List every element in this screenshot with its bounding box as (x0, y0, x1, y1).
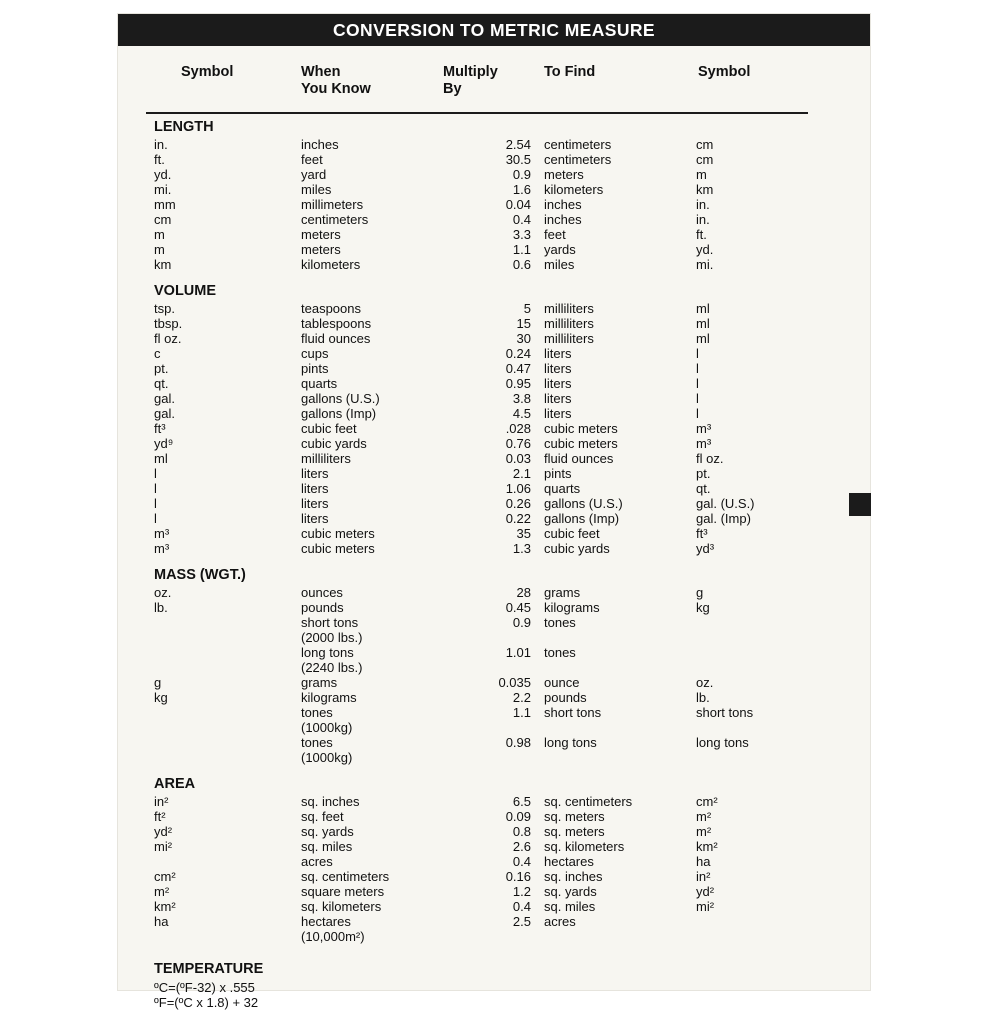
table-row (146, 511, 846, 526)
cell-multiply-by: 0.47 (505, 361, 531, 376)
cell-to-find: fluid ounces (544, 451, 614, 466)
cell-when-you-know: centimeters (301, 212, 369, 227)
cell-multiply-by: 35 (516, 526, 531, 541)
cell-symbol-result: mi. (696, 257, 714, 272)
cell-symbol: tbsp. (154, 316, 183, 331)
cell-when-you-know: acres (301, 854, 333, 869)
cell-to-find: pints (544, 466, 572, 481)
cell-when-you-know: liters (301, 466, 329, 481)
cell-multiply-by: 0.24 (505, 346, 531, 361)
cell-symbol-result: oz. (696, 675, 714, 690)
cell-symbol: kg (154, 690, 168, 705)
cell-to-find: cubic meters (544, 436, 618, 451)
cell-multiply-by: 2.54 (505, 137, 531, 152)
cell-symbol-result: pt. (696, 466, 711, 481)
conversion-group (146, 118, 846, 272)
cell-when-you-know: milliliters (301, 451, 351, 466)
cell-multiply-by: 1.1 (512, 705, 531, 720)
cell-when-you-know: ounces (301, 585, 343, 600)
cell-when-you-know: sq. kilometers (301, 899, 382, 914)
cell-symbol-result: kg (696, 600, 710, 615)
cell-symbol: m³ (154, 526, 170, 541)
cell-symbol-result: ha (696, 854, 711, 869)
cell-symbol: tsp. (154, 301, 175, 316)
group-title: LENGTH (154, 119, 214, 135)
cell-to-find: sq. meters (544, 824, 605, 839)
table-row (146, 152, 846, 167)
cell-symbol: in² (154, 794, 169, 809)
cell-symbol: yd. (154, 167, 172, 182)
table-row (146, 316, 846, 331)
cell-symbol: cm² (154, 869, 176, 884)
cell-multiply-by: 0.22 (505, 511, 531, 526)
table-row (146, 167, 846, 182)
table-row (146, 496, 846, 511)
cell-symbol: mi. (154, 182, 172, 197)
table-row (146, 421, 846, 436)
cell-when-you-know: long tons (301, 645, 354, 660)
cell-when-you-know: meters (301, 227, 341, 242)
cell-multiply-by: 2.1 (512, 466, 531, 481)
cell-symbol-result: ml (696, 331, 710, 346)
cell-multiply-by: 0.4 (512, 899, 531, 914)
cell-when-you-know: sq. yards (301, 824, 354, 839)
table-row (146, 809, 846, 824)
cell-symbol: yd² (154, 824, 173, 839)
cell-to-find: liters (544, 346, 572, 361)
cell-symbol: m³ (154, 541, 170, 556)
table-row (146, 839, 846, 854)
table-row (146, 735, 846, 750)
table-row (146, 660, 846, 675)
cell-when-you-know: tones (301, 705, 333, 720)
table-row (146, 929, 846, 944)
cell-multiply-by: 1.3 (512, 541, 531, 556)
cell-to-find: tones (544, 645, 576, 660)
table-row (146, 914, 846, 929)
table-row (146, 197, 846, 212)
cell-when-you-know: cups (301, 346, 329, 361)
cell-to-find: milliliters (544, 301, 594, 316)
table-row (146, 346, 846, 361)
cell-symbol-result: in. (696, 212, 710, 227)
table-row (146, 451, 846, 466)
cell-multiply-by: 0.16 (505, 869, 531, 884)
cell-when-you-know: pounds (301, 600, 344, 615)
cell-when-you-know: cubic meters (301, 526, 375, 541)
cell-symbol-result: ft³ (696, 526, 708, 541)
cell-symbol: m (154, 242, 165, 257)
cell-multiply-by: 0.04 (505, 197, 531, 212)
cell-symbol: l (154, 466, 157, 481)
cell-symbol-result: g (696, 585, 704, 600)
cell-when-you-know: (1000kg) (301, 750, 353, 765)
cell-multiply-by: 0.09 (505, 809, 531, 824)
table-row (146, 481, 846, 496)
cell-symbol-result: yd. (696, 242, 714, 257)
cell-when-you-know: tones (301, 735, 333, 750)
cell-when-you-know: sq. feet (301, 809, 344, 824)
cell-multiply-by: 0.76 (505, 436, 531, 451)
table-row (146, 466, 846, 481)
cell-symbol-result: m² (696, 824, 712, 839)
cell-to-find: pounds (544, 690, 587, 705)
cell-when-you-know: liters (301, 511, 329, 526)
cell-multiply-by: 2.2 (512, 690, 531, 705)
cell-symbol: ft² (154, 809, 166, 824)
table-row (146, 750, 846, 765)
cell-when-you-know: gallons (U.S.) (301, 391, 380, 406)
table-row (146, 361, 846, 376)
cell-symbol: l (154, 496, 157, 511)
cell-to-find: meters (544, 167, 584, 182)
cell-symbol: ft³ (154, 421, 166, 436)
conversion-group (146, 775, 846, 944)
cell-symbol-result: cm² (696, 794, 718, 809)
cell-multiply-by: 2.5 (512, 914, 531, 929)
table-row (146, 436, 846, 451)
page-title: CONVERSION TO METRIC MEASURE (332, 19, 655, 40)
table-row (146, 899, 846, 914)
cell-when-you-know: hectares (301, 914, 351, 929)
cell-multiply-by: 0.45 (505, 600, 531, 615)
cell-multiply-by: 5 (523, 301, 531, 316)
cell-to-find: sq. meters (544, 809, 605, 824)
cell-symbol-result: km (696, 182, 714, 197)
table-row (146, 854, 846, 869)
cell-multiply-by: 0.26 (505, 496, 531, 511)
cell-to-find: tones (544, 615, 576, 630)
cell-multiply-by: 1.2 (512, 884, 531, 899)
cell-to-find: ounce (544, 675, 580, 690)
cell-symbol-result: m (696, 167, 707, 182)
column-header-multiply-line1: Multiply (443, 64, 498, 80)
cell-symbol-result: l (696, 376, 699, 391)
cell-when-you-know: square meters (301, 884, 385, 899)
cell-symbol: lb. (154, 600, 168, 615)
table-row (146, 824, 846, 839)
table-row (146, 675, 846, 690)
cell-symbol: ha (154, 914, 169, 929)
cell-to-find: grams (544, 585, 581, 600)
cell-multiply-by: 28 (516, 585, 531, 600)
cell-multiply-by: 3.8 (512, 391, 531, 406)
cell-symbol-result: fl oz. (696, 451, 724, 466)
group-title: AREA (154, 776, 196, 792)
cell-multiply-by: 0.95 (505, 376, 531, 391)
table-row (146, 600, 846, 615)
cell-to-find: feet (544, 227, 566, 242)
cell-to-find: liters (544, 376, 572, 391)
column-headers (146, 52, 840, 112)
conversion-group (146, 282, 846, 556)
cell-symbol-result: ml (696, 301, 710, 316)
cell-multiply-by: .028 (505, 421, 531, 436)
cell-to-find: gallons (Imp) (544, 511, 620, 526)
cell-multiply-by: 1.6 (512, 182, 531, 197)
table-row (146, 376, 846, 391)
cell-symbol-result: l (696, 391, 699, 406)
cell-multiply-by: 1.01 (505, 645, 531, 660)
cell-symbol-result: in. (696, 197, 710, 212)
table-row (146, 794, 846, 809)
cell-symbol-result: m³ (696, 421, 712, 436)
table-row (146, 331, 846, 346)
header-divider (146, 112, 808, 114)
cell-symbol: pt. (154, 361, 169, 376)
cell-symbol: km² (154, 899, 176, 914)
cell-symbol-result: gal. (Imp) (696, 511, 751, 526)
cell-multiply-by: 0.4 (512, 212, 531, 227)
table-row (146, 526, 846, 541)
cell-symbol: fl oz. (154, 331, 182, 346)
group-title: MASS (WGT.) (154, 567, 246, 583)
cell-to-find: inches (544, 197, 582, 212)
table-row (146, 137, 846, 152)
cell-when-you-know: millimeters (301, 197, 364, 212)
cell-when-you-know: sq. miles (301, 839, 353, 854)
cell-to-find: inches (544, 212, 582, 227)
cell-symbol: gal. (154, 391, 175, 406)
cell-multiply-by: 0.9 (512, 615, 531, 630)
cell-when-you-know: miles (301, 182, 332, 197)
table-row (146, 227, 846, 242)
cell-symbol: g (154, 675, 162, 690)
cell-to-find: hectares (544, 854, 594, 869)
table-row (146, 406, 846, 421)
cell-to-find: centimeters (544, 152, 612, 167)
table-row (146, 690, 846, 705)
cell-when-you-know: (2000 lbs.) (301, 630, 363, 645)
cell-symbol-result: gal. (U.S.) (696, 496, 755, 511)
cell-to-find: gallons (U.S.) (544, 496, 623, 511)
column-header-symbol2: Symbol (698, 64, 751, 80)
cell-when-you-know: cubic meters (301, 541, 375, 556)
cell-to-find: liters (544, 406, 572, 421)
cell-symbol-result: ft. (696, 227, 707, 242)
table-row (146, 212, 846, 227)
cell-to-find: cubic feet (544, 526, 600, 541)
cell-symbol-result: l (696, 346, 699, 361)
cell-to-find: milliliters (544, 316, 594, 331)
cell-symbol-result: yd² (696, 884, 715, 899)
cell-when-you-know: (10,000m²) (301, 929, 365, 944)
page-edge-marker (849, 493, 871, 516)
table-row (146, 257, 846, 272)
cell-when-you-know: sq. inches (301, 794, 360, 809)
cell-multiply-by: 0.6 (512, 257, 531, 272)
cell-symbol: m (154, 227, 165, 242)
cell-symbol-result: l (696, 406, 699, 421)
cell-to-find: cubic yards (544, 541, 610, 556)
cell-symbol-result: long tons (696, 735, 749, 750)
table-row (146, 615, 846, 630)
temperature-group (146, 960, 846, 1010)
cell-when-you-know: tablespoons (301, 316, 372, 331)
conversion-table (146, 118, 846, 1020)
cell-to-find: milliliters (544, 331, 594, 346)
cell-to-find: kilometers (544, 182, 604, 197)
cell-when-you-know: meters (301, 242, 341, 257)
cell-symbol-result: l (696, 361, 699, 376)
cell-multiply-by: 0.035 (498, 675, 531, 690)
column-header-to-find: To Find (544, 64, 596, 80)
cell-when-you-know: cubic yards (301, 436, 367, 451)
column-header-multiply-line2: By (443, 81, 462, 97)
cell-symbol: mm (154, 197, 176, 212)
column-header-when-line2: You Know (301, 81, 371, 97)
table-row (146, 242, 846, 257)
table-row (146, 720, 846, 735)
cell-to-find: miles (544, 257, 575, 272)
cell-when-you-know: (2240 lbs.) (301, 660, 363, 675)
cell-symbol: yd⁹ (154, 436, 174, 451)
cell-to-find: long tons (544, 735, 597, 750)
cell-symbol: l (154, 481, 157, 496)
cell-symbol-result: lb. (696, 690, 710, 705)
cell-symbol: cm (154, 212, 172, 227)
temperature-formula-celsius: ºC=(ºF-32) x .555 (154, 980, 255, 995)
cell-to-find: kilograms (544, 600, 600, 615)
cell-to-find: sq. kilometers (544, 839, 625, 854)
cell-multiply-by: 4.5 (512, 406, 531, 421)
cell-when-you-know: grams (301, 675, 338, 690)
cell-multiply-by: 15 (516, 316, 531, 331)
cell-symbol-result: cm (696, 152, 714, 167)
cell-to-find: sq. yards (544, 884, 597, 899)
cell-symbol: qt. (154, 376, 169, 391)
cell-symbol: l (154, 511, 157, 526)
column-header-symbol: Symbol (181, 64, 234, 80)
cell-multiply-by: 0.4 (512, 854, 531, 869)
cell-when-you-know: inches (301, 137, 339, 152)
column-header-when-line1: When (301, 64, 341, 80)
cell-symbol: oz. (154, 585, 172, 600)
cell-multiply-by: 2.6 (512, 839, 531, 854)
cell-symbol-result: qt. (696, 481, 711, 496)
title-bar (118, 14, 870, 46)
cell-when-you-know: sq. centimeters (301, 869, 390, 884)
cell-when-you-know: teaspoons (301, 301, 361, 316)
cell-multiply-by: 30.5 (505, 152, 531, 167)
group-title: VOLUME (154, 283, 217, 299)
cell-to-find: centimeters (544, 137, 612, 152)
table-row (146, 705, 846, 720)
cell-multiply-by: 30 (516, 331, 531, 346)
cell-symbol: in. (154, 137, 168, 152)
cell-symbol: km (154, 257, 172, 272)
cell-to-find: yards (544, 242, 576, 257)
table-row (146, 585, 846, 600)
cell-symbol: c (154, 346, 161, 361)
cell-when-you-know: cubic feet (301, 421, 357, 436)
cell-to-find: liters (544, 361, 572, 376)
table-row (146, 182, 846, 197)
cell-when-you-know: quarts (301, 376, 338, 391)
cell-multiply-by: 0.98 (505, 735, 531, 750)
table-row (146, 391, 846, 406)
cell-multiply-by: 0.03 (505, 451, 531, 466)
cell-symbol-result: mi² (696, 899, 715, 914)
cell-to-find: short tons (544, 705, 602, 720)
cell-when-you-know: fluid ounces (301, 331, 371, 346)
table-row (146, 869, 846, 884)
cell-symbol-result: in² (696, 869, 711, 884)
cell-symbol-result: ml (696, 316, 710, 331)
table-row (146, 541, 846, 556)
cell-to-find: acres (544, 914, 576, 929)
table-row (146, 645, 846, 660)
cell-to-find: quarts (544, 481, 581, 496)
cell-when-you-know: kilometers (301, 257, 361, 272)
cell-to-find: cubic meters (544, 421, 618, 436)
cell-symbol-result: m² (696, 809, 712, 824)
cell-multiply-by: 3.3 (512, 227, 531, 242)
conversion-card (118, 14, 870, 1010)
cell-when-you-know: pints (301, 361, 329, 376)
cell-multiply-by: 6.5 (512, 794, 531, 809)
cell-symbol: ml (154, 451, 168, 466)
table-row (146, 630, 846, 645)
cell-symbol-result: cm (696, 137, 714, 152)
cell-when-you-know: gallons (Imp) (301, 406, 377, 421)
cell-multiply-by: 1.06 (505, 481, 531, 496)
conversion-group (146, 566, 846, 765)
cell-symbol: ft. (154, 152, 165, 167)
cell-when-you-know: (1000kg) (301, 720, 353, 735)
table-row (146, 884, 846, 899)
cell-when-you-know: short tons (301, 615, 359, 630)
cell-to-find: sq. inches (544, 869, 603, 884)
cell-symbol: gal. (154, 406, 175, 421)
cell-when-you-know: liters (301, 496, 329, 511)
cell-symbol-result: yd³ (696, 541, 715, 556)
cell-when-you-know: liters (301, 481, 329, 496)
cell-when-you-know: feet (301, 152, 323, 167)
temperature-formula-fahrenheit: ºF=(ºC x 1.8) + 32 (154, 995, 259, 1010)
cell-when-you-know: yard (301, 167, 327, 182)
cell-symbol: m² (154, 884, 170, 899)
cell-multiply-by: 1.1 (512, 242, 531, 257)
cell-symbol: mi² (154, 839, 173, 854)
cell-to-find: liters (544, 391, 572, 406)
cell-multiply-by: 0.8 (512, 824, 531, 839)
cell-to-find: sq. miles (544, 899, 596, 914)
cell-symbol-result: short tons (696, 705, 754, 720)
cell-multiply-by: 0.9 (512, 167, 531, 182)
cell-to-find: sq. centimeters (544, 794, 633, 809)
cell-symbol-result: m³ (696, 436, 712, 451)
table-row (146, 301, 846, 316)
cell-when-you-know: kilograms (301, 690, 357, 705)
cell-symbol-result: km² (696, 839, 718, 854)
group-title: TEMPERATURE (154, 961, 264, 977)
